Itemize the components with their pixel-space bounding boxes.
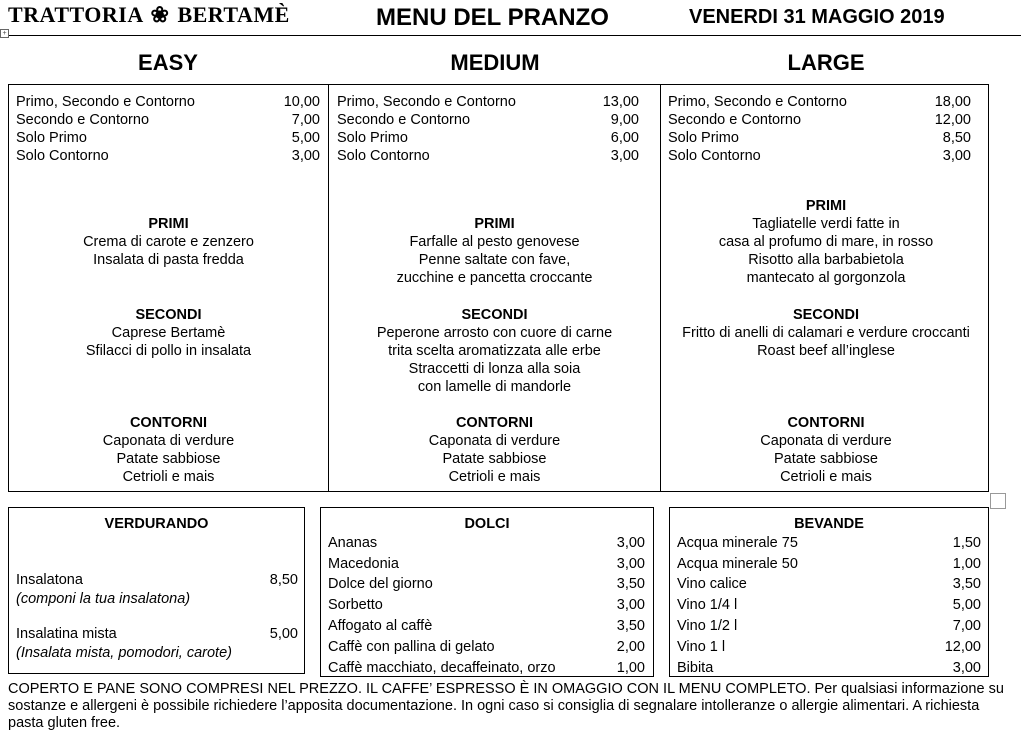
list-item [328, 659, 645, 677]
price-value: 10,00 [283, 94, 320, 110]
dish: con lamelle di mandorle [417, 379, 572, 395]
price-label: Primo, Secondo e Contorno [337, 94, 516, 110]
dish: mantecato al gorgonzola [746, 270, 906, 286]
dish: Caprese Bertamè [111, 325, 226, 341]
price-label: Solo Primo [16, 130, 87, 146]
price-row [668, 147, 971, 165]
list-item [677, 575, 981, 593]
dish: Patate sabbiose [442, 451, 547, 467]
table-move-handle-icon[interactable]: + [0, 29, 9, 38]
item-price: 12,00 [944, 639, 981, 655]
contorni-section [329, 414, 660, 486]
dish: Caponata di verdure [760, 433, 892, 449]
list-item [677, 617, 981, 635]
dish: Farfalle al pesto genovese [409, 234, 580, 250]
price-row [337, 147, 639, 165]
item-price: 2,00 [616, 639, 645, 655]
table-resize-handle[interactable] [990, 493, 1006, 509]
item-price: 8,50 [269, 572, 298, 588]
item-label: Vino calice [677, 576, 747, 592]
page-title: MENU DEL PRANZO [376, 4, 609, 31]
item-label: Sorbetto [328, 597, 383, 613]
item-label: Acqua minerale 75 [677, 535, 798, 551]
list-item [328, 575, 645, 593]
list-item [677, 534, 981, 552]
price-label: Solo Primo [668, 130, 739, 146]
logo-text-right: BERTAMÈ [177, 2, 290, 27]
dish: Patate sabbiose [116, 451, 221, 467]
item-price: 5,00 [952, 597, 981, 613]
section-title: CONTORNI [455, 415, 534, 431]
item-price: 3,00 [952, 660, 981, 676]
item-price: 3,00 [616, 556, 645, 572]
list-item [677, 596, 981, 614]
item-label: Vino 1 l [677, 639, 726, 655]
primi-section [329, 215, 660, 287]
price-value: 5,00 [291, 130, 320, 146]
restaurant-logo [8, 2, 290, 28]
item-label: Insalatina mista [16, 626, 117, 642]
price-label: Solo Primo [337, 130, 408, 146]
list-item [677, 659, 981, 677]
dish: trita scelta aromatizzata alle erbe [388, 343, 601, 359]
price-row [668, 129, 971, 147]
section-title: PRIMI [148, 216, 189, 232]
price-value: 7,00 [291, 112, 320, 128]
price-label: Primo, Secondo e Contorno [668, 94, 847, 110]
list-item [16, 571, 298, 589]
primi-section [661, 197, 991, 287]
secondi-section [329, 306, 660, 396]
dish: Risotto alla barbabietola [748, 252, 904, 268]
price-value: 6,00 [610, 130, 639, 146]
dish: Caponata di verdure [102, 433, 235, 449]
section-title: SECONDI [135, 307, 202, 323]
contorni-section [9, 414, 328, 486]
list-item [328, 555, 645, 573]
section-title: PRIMI [805, 198, 847, 214]
list-item [677, 638, 981, 656]
footer-note: COPERTO E PANE SONO COMPRESI NEL PREZZO. IL CAFFE’ ESPRESSO È IN OMAGGIO CON IL MENU COMPLETO. Per qualsiasi informazione su sostanze e allergeni è possibile richiedere l’apposita documentazione. In ogni caso si consiglia di segnalare intolleranze o allergie alimentari. A richiesta pasta gluten free. [8, 681, 1004, 731]
dish: Crema di carote e zenzero [83, 234, 254, 250]
list-item [16, 625, 298, 643]
dish: Cetrioli e mais [780, 469, 872, 485]
price-value: 12,00 [934, 112, 971, 128]
price-label: Secondo e Contorno [337, 112, 471, 128]
item-label: Macedonia [328, 556, 399, 572]
item-label: Caffè macchiato, decaffeinato, orzo [328, 660, 556, 676]
price-label: Secondo e Contorno [16, 112, 150, 128]
dish: casa al profumo di mare, in rosso [718, 234, 934, 250]
price-value: 13,00 [602, 94, 639, 110]
dish: Cetrioli e mais [448, 469, 541, 485]
section-title: PRIMI [474, 216, 515, 232]
item-price: 7,00 [952, 618, 981, 634]
price-label: Solo Contorno [337, 148, 430, 164]
item-note: (componi la tua insalatona) [16, 591, 191, 607]
price-row [16, 111, 320, 129]
header-divider [8, 35, 1021, 36]
item-price: 1,50 [952, 535, 981, 551]
price-value: 3,00 [291, 148, 320, 164]
size-heading-easy: EASY [138, 50, 198, 75]
price-row [16, 93, 320, 111]
dish: Caponata di verdure [428, 433, 561, 449]
price-row [16, 147, 320, 165]
list-item [677, 555, 981, 573]
item-label: Vino 1/2 l [677, 618, 738, 634]
item-price: 3,00 [616, 597, 645, 613]
price-value: 3,00 [942, 148, 971, 164]
price-label: Solo Contorno [16, 148, 109, 164]
price-value: 18,00 [934, 94, 971, 110]
item-label: Vino 1/4 l [677, 597, 738, 613]
item-price: 3,00 [616, 535, 645, 551]
item-label: Dolce del giorno [328, 576, 433, 592]
price-label: Secondo e Contorno [668, 112, 802, 128]
price-label: Primo, Secondo e Contorno [16, 94, 195, 110]
dish: Tagliatelle verdi fatte in [752, 216, 900, 232]
logo-text-left: TRATTORIA [8, 2, 143, 27]
dish: Roast beef all’inglese [757, 343, 895, 359]
item-label: Affogato al caffè [328, 618, 433, 634]
secondi-section [9, 306, 328, 360]
dish: Insalata di pasta fredda [93, 252, 244, 268]
price-value: 9,00 [610, 112, 639, 128]
dolci-title: DOLCI [464, 516, 510, 532]
dish: Penne saltate con fave, [418, 252, 571, 268]
list-item [328, 534, 645, 552]
section-title: CONTORNI [787, 415, 865, 431]
price-row [337, 129, 639, 147]
item-price: 5,00 [269, 626, 298, 642]
price-row [668, 111, 971, 129]
price-value: 8,50 [942, 130, 971, 146]
item-label: Bibita [677, 660, 714, 676]
item-note: (Insalata mista, pomodori, carote) [16, 645, 232, 661]
dish: Peperone arrosto con cuore di carne [376, 325, 613, 341]
dish: Cetrioli e mais [122, 469, 215, 485]
price-row [337, 93, 639, 111]
contorni-section [661, 414, 991, 486]
item-label: Caffè con pallina di gelato [328, 639, 495, 655]
list-item [328, 638, 645, 656]
item-price: 1,00 [616, 660, 645, 676]
size-heading-large: LARGE [787, 50, 865, 75]
section-title: SECONDI [792, 307, 860, 323]
price-row [337, 111, 639, 129]
price-row [668, 93, 971, 111]
item-label: Acqua minerale 50 [677, 556, 798, 572]
secondi-section [661, 306, 991, 360]
price-value: 3,00 [610, 148, 639, 164]
price-row [16, 129, 320, 147]
item-price: 3,50 [616, 618, 645, 634]
item-price: 3,50 [616, 576, 645, 592]
price-label: Solo Contorno [668, 148, 761, 164]
fleur-ornament-icon: ❀ [150, 2, 170, 27]
section-title: SECONDI [461, 307, 528, 323]
item-price: 1,00 [952, 556, 981, 572]
bevande-title: BEVANDE [794, 516, 864, 532]
section-title: CONTORNI [129, 415, 208, 431]
dish: zucchine e pancetta croccante [396, 270, 593, 286]
item-price: 3,50 [952, 576, 981, 592]
list-item [328, 596, 645, 614]
dish: Straccetti di lonza alla soia [408, 361, 581, 377]
dish: Sfilacci di pollo in insalata [85, 343, 252, 359]
dish: Patate sabbiose [774, 451, 878, 467]
list-item [328, 617, 645, 635]
verdurando-title: VERDURANDO [104, 516, 209, 532]
dish: Fritto di anelli di calamari e verdure croccanti [682, 325, 970, 341]
menu-date: VENERDI 31 MAGGIO 2019 [689, 6, 945, 28]
item-label: Ananas [328, 535, 378, 551]
item-label: Insalatona [16, 572, 83, 588]
size-heading-medium: MEDIUM [450, 50, 540, 75]
primi-section [9, 215, 328, 269]
